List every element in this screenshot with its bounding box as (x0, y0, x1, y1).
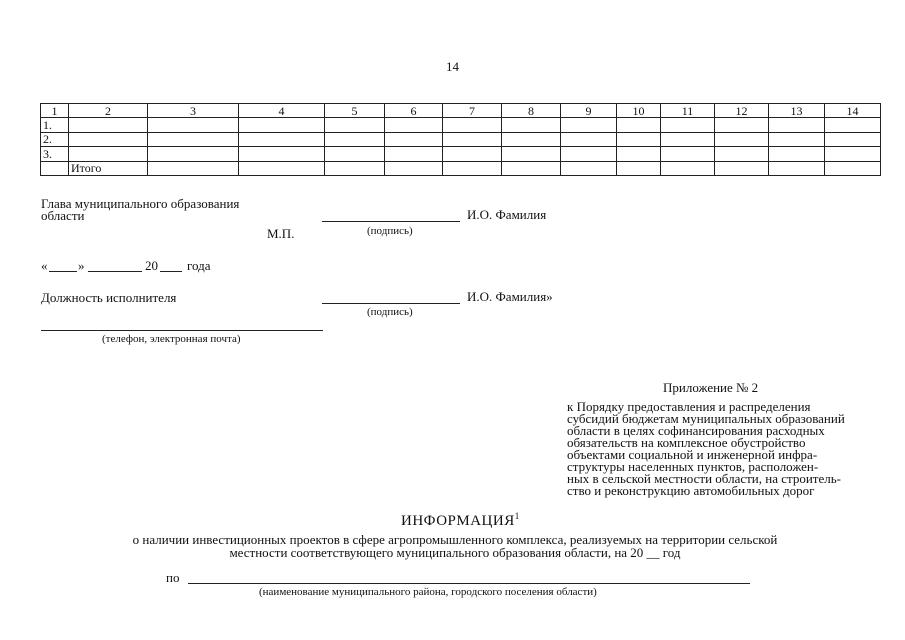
appendix-text (567, 401, 877, 497)
date-close-quote: » (78, 258, 85, 273)
table-row (41, 132, 881, 146)
seal-label: М.П. (267, 226, 295, 241)
year-prefix: 20 (145, 258, 158, 273)
head-title-line1: Глава муниципального образования (41, 196, 240, 211)
table-total-row (41, 161, 881, 175)
table-row (41, 118, 881, 132)
row-number-cell: 2. (41, 132, 69, 146)
header-cell: 7 (443, 104, 502, 118)
table-row (41, 147, 881, 161)
appendix-line: обязательств на комплексное обустройство (567, 435, 806, 450)
contact-line (41, 330, 323, 331)
signature-caption: (подпись) (367, 306, 413, 318)
executor-label: Должность исполнителя (41, 290, 177, 305)
head-title-line2: области (41, 208, 85, 223)
row-number-cell: 3. (41, 147, 69, 161)
header-cell: 8 (502, 104, 561, 118)
contact-caption: (телефон, электронная почта) (102, 333, 241, 345)
header-cell: 13 (769, 104, 825, 118)
header-cell: 4 (239, 104, 325, 118)
executor-name: И.О. Фамилия» (467, 289, 553, 304)
header-cell: 1 (41, 104, 69, 118)
header-cell: 12 (715, 104, 769, 118)
info-prefix: по (166, 570, 180, 585)
signature-line (322, 221, 460, 222)
header-cell: 10 (617, 104, 661, 118)
footnote-mark: 1 (514, 511, 520, 521)
header-cell: 9 (561, 104, 617, 118)
header-cell: 2 (69, 104, 148, 118)
table-header-row (41, 104, 881, 118)
info-line1: о наличии инвестиционных проектов в сфере агропромышленного комплекса, реализуемых на территории сельской (132, 532, 778, 547)
header-cell: 6 (385, 104, 443, 118)
total-label: Итого (69, 161, 148, 175)
appendix-line: области в целях софинансирования расходных (567, 423, 825, 438)
day-line (49, 271, 77, 272)
signature-line (322, 303, 460, 304)
header-cell: 11 (661, 104, 715, 118)
year-suffix: года (187, 258, 211, 273)
signature-caption: (подпись) (367, 225, 413, 237)
data-table (40, 103, 881, 176)
municipality-caption: (наименование муниципального района, городского поселения области) (259, 586, 597, 598)
appendix-line: к Порядку предоставления и распределения (567, 399, 811, 414)
appendix-line: ных в сельской местности области, на строитель- (567, 471, 841, 486)
header-cell: 3 (148, 104, 239, 118)
appendix-line: субсидий бюджетам муниципальных образований (567, 411, 845, 426)
page-number: 14 (446, 59, 459, 74)
appendix-title: Приложение № 2 (663, 380, 759, 395)
year-line (160, 271, 182, 272)
date-open-quote: « (41, 258, 48, 273)
header-cell: 14 (825, 104, 881, 118)
appendix-line: структуры населенных пунктов, расположен- (567, 459, 819, 474)
info-title (401, 511, 520, 530)
signature-name: И.О. Фамилия (467, 207, 547, 222)
header-cell: 5 (325, 104, 385, 118)
month-line (88, 271, 142, 272)
info-title-text: ИНФОРМАЦИЯ (401, 513, 515, 529)
municipality-line (188, 583, 750, 584)
appendix-line: объектами социальной и инженерной инфра- (567, 447, 818, 462)
row-number-cell: 1. (41, 118, 69, 132)
info-line2: местности соответствующего муниципального образования области, на 20 __ год (229, 545, 681, 560)
appendix-line: ство и реконструкцию автомобильных дорог (567, 483, 815, 498)
